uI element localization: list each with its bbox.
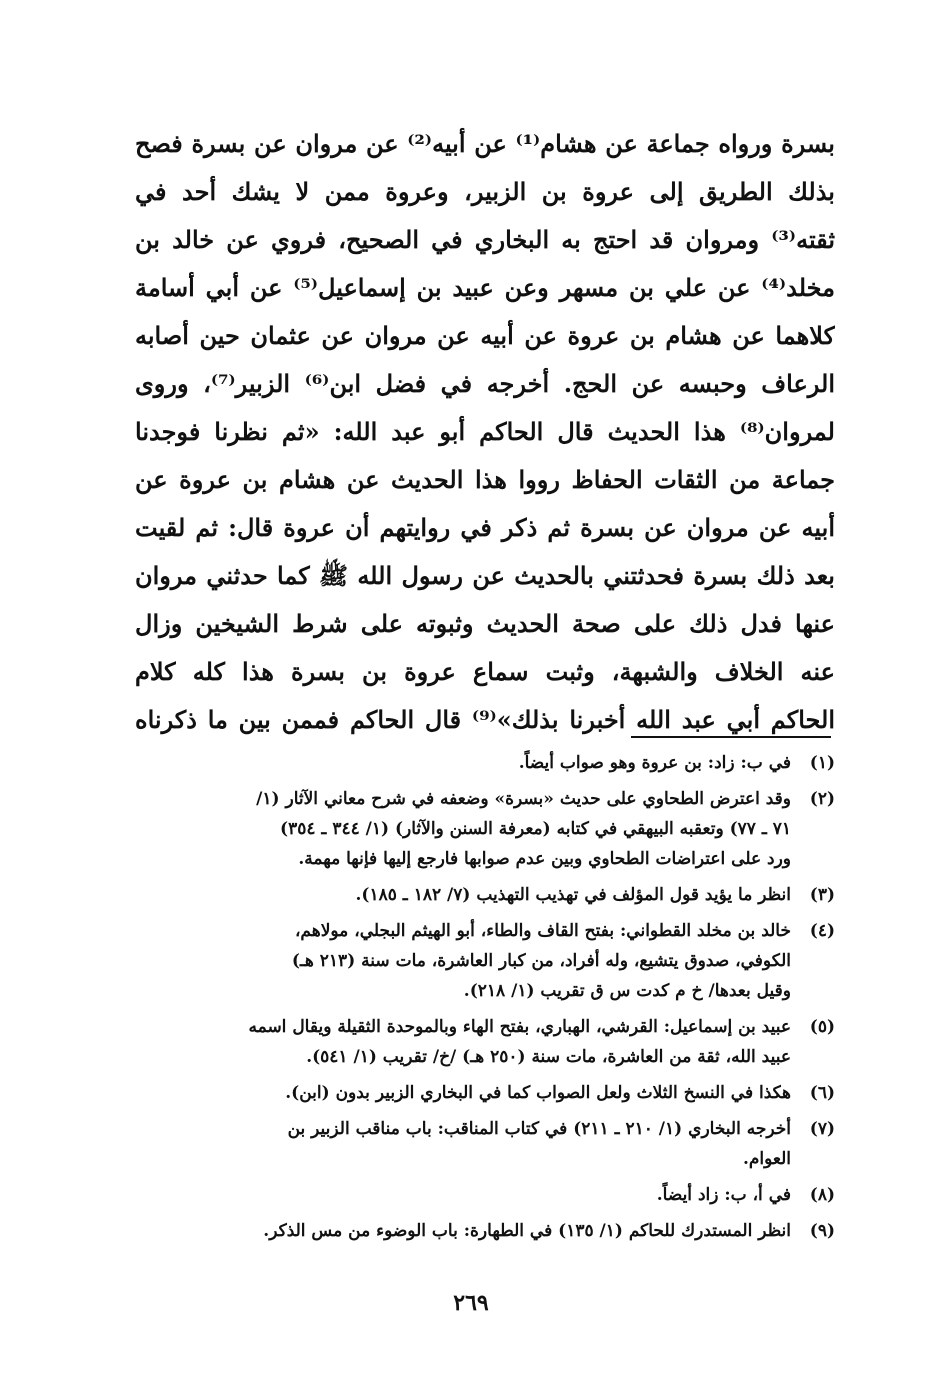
footnote-text xyxy=(125,916,791,1006)
footnote-text xyxy=(125,784,791,874)
main-text-line: مخلد⁽⁴⁾ عن علي بن مسهر وعن عبيد بن إسماعيل⁽⁵⁾ عن أبي أسامة xyxy=(135,273,835,302)
main-text-line: جماعة من الثقات الحفاظ رووا هذا الحديث عن هشام بن عروة عن xyxy=(135,465,835,494)
footnote xyxy=(125,880,835,910)
footnote xyxy=(125,784,835,874)
footnote-text xyxy=(125,1216,791,1246)
footnote-number: (٥) xyxy=(809,1017,835,1037)
footnote-text xyxy=(125,1078,791,1108)
footnote xyxy=(125,916,835,1006)
footnote-line: عبيد بن إسماعيل: القرشي، الهباري، بفتح الهاء وبالموحدة الثقيلة ويقال اسمه xyxy=(248,1017,791,1037)
footnote-number: (٤) xyxy=(809,921,835,941)
footnote-text xyxy=(125,1114,791,1174)
footnote-number: (٣) xyxy=(809,885,835,905)
main-text xyxy=(135,120,835,744)
footnote-text xyxy=(125,1012,791,1072)
footnote-text xyxy=(125,880,791,910)
footnote-separator xyxy=(631,736,831,738)
main-text-line: لمروان⁽⁸⁾ هذا الحديث قال الحاكم أبو عبد الله: «ثم نظرنا فوجدنا xyxy=(135,417,835,446)
footnote-text xyxy=(125,1180,791,1210)
footnote-line: انظر المستدرك للحاكم (١/ ١٣٥) في الطهارة: باب الوضوء من مس الذكر. xyxy=(263,1221,791,1241)
footnote-number: (٨) xyxy=(809,1185,835,1205)
footnote xyxy=(125,748,835,778)
footnote-line: هكذا في النسخ الثلاث ولعل الصواب كما في البخاري الزبير بدون (ابن). xyxy=(285,1083,791,1103)
footnote-line: وقد اعترض الطحاوي على حديث «بسرة» وضعفه في شرح معاني الآثار (١/ xyxy=(256,789,791,809)
footnotes xyxy=(125,748,835,1252)
footnote-line: العوام. xyxy=(742,1149,791,1169)
main-text-line: بذلك الطريق إلى عروة بن الزبير، وعروة ممن لا يشك أحد في xyxy=(135,177,835,206)
footnote-line: في ب: زاد: بن عروة وهو صواب أيضاً. xyxy=(518,753,791,773)
footnote xyxy=(125,1078,835,1108)
footnote xyxy=(125,1180,835,1210)
footnote-number: (٦) xyxy=(809,1083,835,1103)
footnote xyxy=(125,1114,835,1174)
main-text-line: بعد ذلك بسرة فحدثتني بالحديث عن رسول الله ﷺ كما حدثني مروان xyxy=(135,561,835,590)
main-text-line: عنها فدل ذلك على صحة الحديث وثبوته على شرط الشيخين وزال xyxy=(135,609,835,638)
footnote-line: أخرجه البخاري (١/ ٢١٠ ـ ٢١١) في كتاب المناقب: باب مناقب الزبير بن xyxy=(287,1119,791,1139)
main-text-line: ثقته⁽³⁾ ومروان قد احتج به البخاري في الصحيح، فروي عن خالد بن xyxy=(135,225,835,254)
main-text-line: عنه الخلاف والشبهة، وثبت سماع عروة بن بسرة هذا كله كلام xyxy=(135,657,835,686)
footnote-number: (٧) xyxy=(809,1119,835,1139)
footnote-line: الكوفي، صدوق يتشيع، وله أفراد، من كبار العاشرة، مات سنة (٢١٣ هـ) xyxy=(291,951,791,971)
footnote-number: (٢) xyxy=(809,789,835,809)
footnote xyxy=(125,1216,835,1246)
main-text-line: الحاكم أبي عبد الله أخبرنا بذلك»⁽⁹⁾ قال الحاكم فممن بين ما ذكرناه xyxy=(135,705,835,734)
main-text-line: بسرة ورواه جماعة عن هشام⁽¹⁾ عن أبيه⁽²⁾ عن مروان عن بسرة فصح xyxy=(135,129,835,158)
main-text-line: الرعاف وحبسه عن الحج. أخرجه في فضل ابن⁽⁶⁾ الزبير⁽⁷⁾، وروى xyxy=(135,369,835,398)
main-text-line: أبيه عن مروان عن بسرة ثم ذكر في روايتهم أن عروة قال: ثم لقيت xyxy=(135,513,835,542)
footnote-line: انظر ما يؤيد قول المؤلف في تهذيب التهذيب (٧/ ١٨٢ ـ ١٨٥). xyxy=(355,885,791,905)
footnote-line: وقيل بعدها/ خ م كدت س ق تقريب (١/ ٢١٨). xyxy=(463,981,791,1001)
footnote-number: (٩) xyxy=(809,1221,835,1241)
footnote-line: خالد بن مخلد القطواني: بفتح القاف والطاء، أبو الهيثم البجلي، مولاهم، xyxy=(294,921,791,941)
footnote-text xyxy=(125,748,791,778)
footnote-number: (١) xyxy=(809,753,835,773)
main-text-line: كلاهما عن هشام بن عروة عن أبيه عن مروان عن عثمان حين أصابه xyxy=(135,321,835,350)
page-number: ٢٦٩ xyxy=(453,1290,489,1316)
footnote-line: ٧١ ـ ٧٧) وتعقبه البيهقي في كتابه (معرفة السنن والآثار) (١/ ٣٤٤ ـ ٣٥٤) xyxy=(280,819,791,839)
footnote xyxy=(125,1012,835,1072)
footnote-line: عبيد الله، ثقة من العاشرة، مات سنة (٢٥٠ هـ) /خ/ تقريب (١/ ٥٤١). xyxy=(306,1047,791,1067)
footnote-line: في أ، ب: زاد أيضاً. xyxy=(656,1185,791,1205)
footnote-line: ورد على اعتراضات الطحاوي وبين عدم صوابها فارجع إليها فإنها مهمة. xyxy=(298,849,791,869)
